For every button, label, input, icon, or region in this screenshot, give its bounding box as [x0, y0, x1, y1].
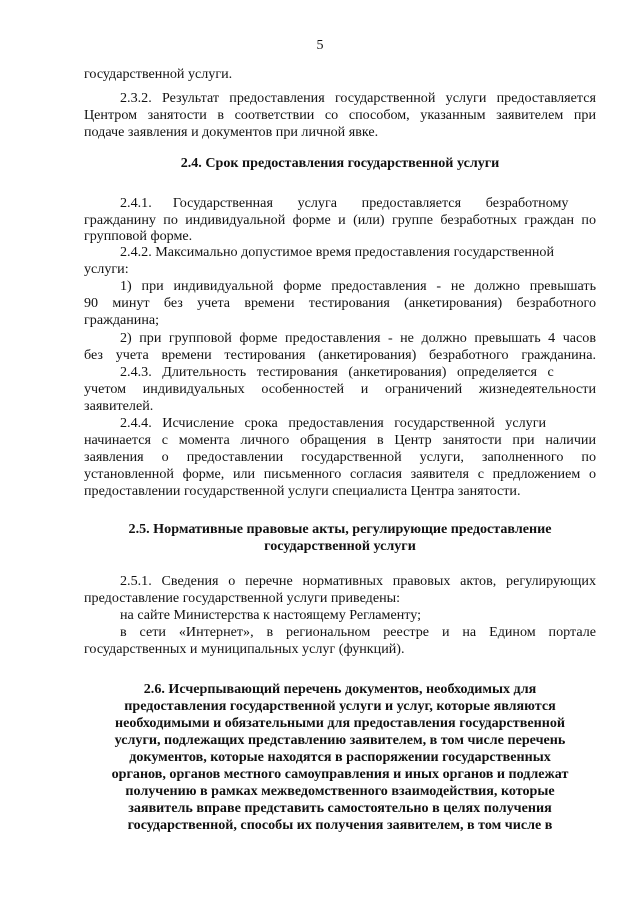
text-line: 2.4.4. Исчисление срока предоставления государственной услуги — [120, 415, 547, 431]
text-line: на сайте Министерства к настоящему Регламенту; — [120, 607, 422, 623]
text-line: без учета времени тестирования (анкетирования) безработного гражданина. — [84, 347, 596, 363]
text-line: 2.5.1. Сведения о перечне нормативных правовых актов, регулирующих — [120, 573, 596, 589]
text-line: 2.4.2. Максимально допустимое время предоставления государственной — [120, 244, 555, 260]
text-line: 90 минут без учета времени тестирования (анкетирования) безработного — [84, 295, 596, 311]
text-line: 2.4.3. Длительность тестирования (анкетирования) определяется с — [120, 364, 554, 380]
text-line: предоставление государственной услуги приведены: — [84, 590, 401, 606]
section-heading-2-6-line: предоставления государственной услуги и услуг, которые являются — [124, 698, 556, 714]
section-heading-2-6-line: услуги, подлежащих представлению заявителем, в том числе перечень — [114, 732, 566, 748]
text-line: подаче заявления и документов при личной явке. — [84, 124, 379, 140]
text-line: предоставлении государственной услуги специалиста Центра занятости. — [84, 483, 521, 499]
text-line: гражданина; — [84, 312, 160, 328]
section-heading-2-6-line: заявитель вправе представить самостоятельно в целях получения — [128, 800, 552, 816]
text-line: Центром занятости в соответствии со способом, указанным заявителем при — [84, 107, 596, 123]
text-line: государственных и муниципальных услуг (функций). — [84, 641, 405, 657]
text-line: 2.3.2. Результат предоставления государственной услуги предоставляется — [120, 90, 596, 106]
text-line: услуги: — [84, 261, 129, 277]
text-line: 2) при групповой форме предоставления - не должно превышать 4 часов — [120, 330, 596, 346]
text-line: 1) при индивидуальной форме предоставления - не должно превышать — [120, 278, 596, 294]
text-line: учетом индивидуальных особенностей и ограничений жизнедеятельности — [84, 381, 596, 397]
section-heading-2-5-cont: государственной услуги — [264, 538, 416, 554]
text-line: гражданину по индивидуальной форме и (или) группе безработных граждан по — [84, 212, 596, 228]
text-line: установленной форме, или письменного согласия заявителя с предложением о — [84, 466, 596, 482]
text-line: заявления о предоставлении государственной услуги, заполненного по — [84, 449, 596, 465]
section-heading-2-4: 2.4. Срок предоставления государственной услуги — [180, 155, 500, 171]
section-heading-2-6-line: получению в рамках межведомственного взаимодействия, которые — [125, 783, 555, 799]
text-line: 2.4.1. Государственная услуга предоставляется безработному — [120, 195, 569, 211]
section-heading-2-6: 2.6. Исчерпывающий перечень документов, необходимых для — [143, 681, 537, 697]
section-heading-2-6-line: документов, которые находятся в распоряжении государственных — [129, 749, 551, 765]
text-line: в сети «Интернет», в региональном реестре и на Едином портале — [120, 624, 596, 640]
section-heading-2-6-line: органов, органов местного самоуправления и иных органов и подлежат — [111, 766, 569, 782]
section-heading-2-6-line: необходимыми и обязательными для предоставления государственной — [114, 715, 565, 731]
text-line: государственной услуги. — [84, 66, 233, 82]
text-line: заявителей. — [84, 398, 154, 414]
section-heading-2-6-line: государственной, способы их получения заявителем, в том числе в — [127, 817, 553, 833]
section-heading-2-5: 2.5. Нормативные правовые акты, регулирующие предоставление — [128, 521, 552, 537]
text-line: групповой форме. — [84, 228, 193, 244]
page-number: 5 — [316, 38, 324, 53]
text-line: начинается с момента личного обращения в Центр занятости при наличии — [84, 432, 596, 448]
